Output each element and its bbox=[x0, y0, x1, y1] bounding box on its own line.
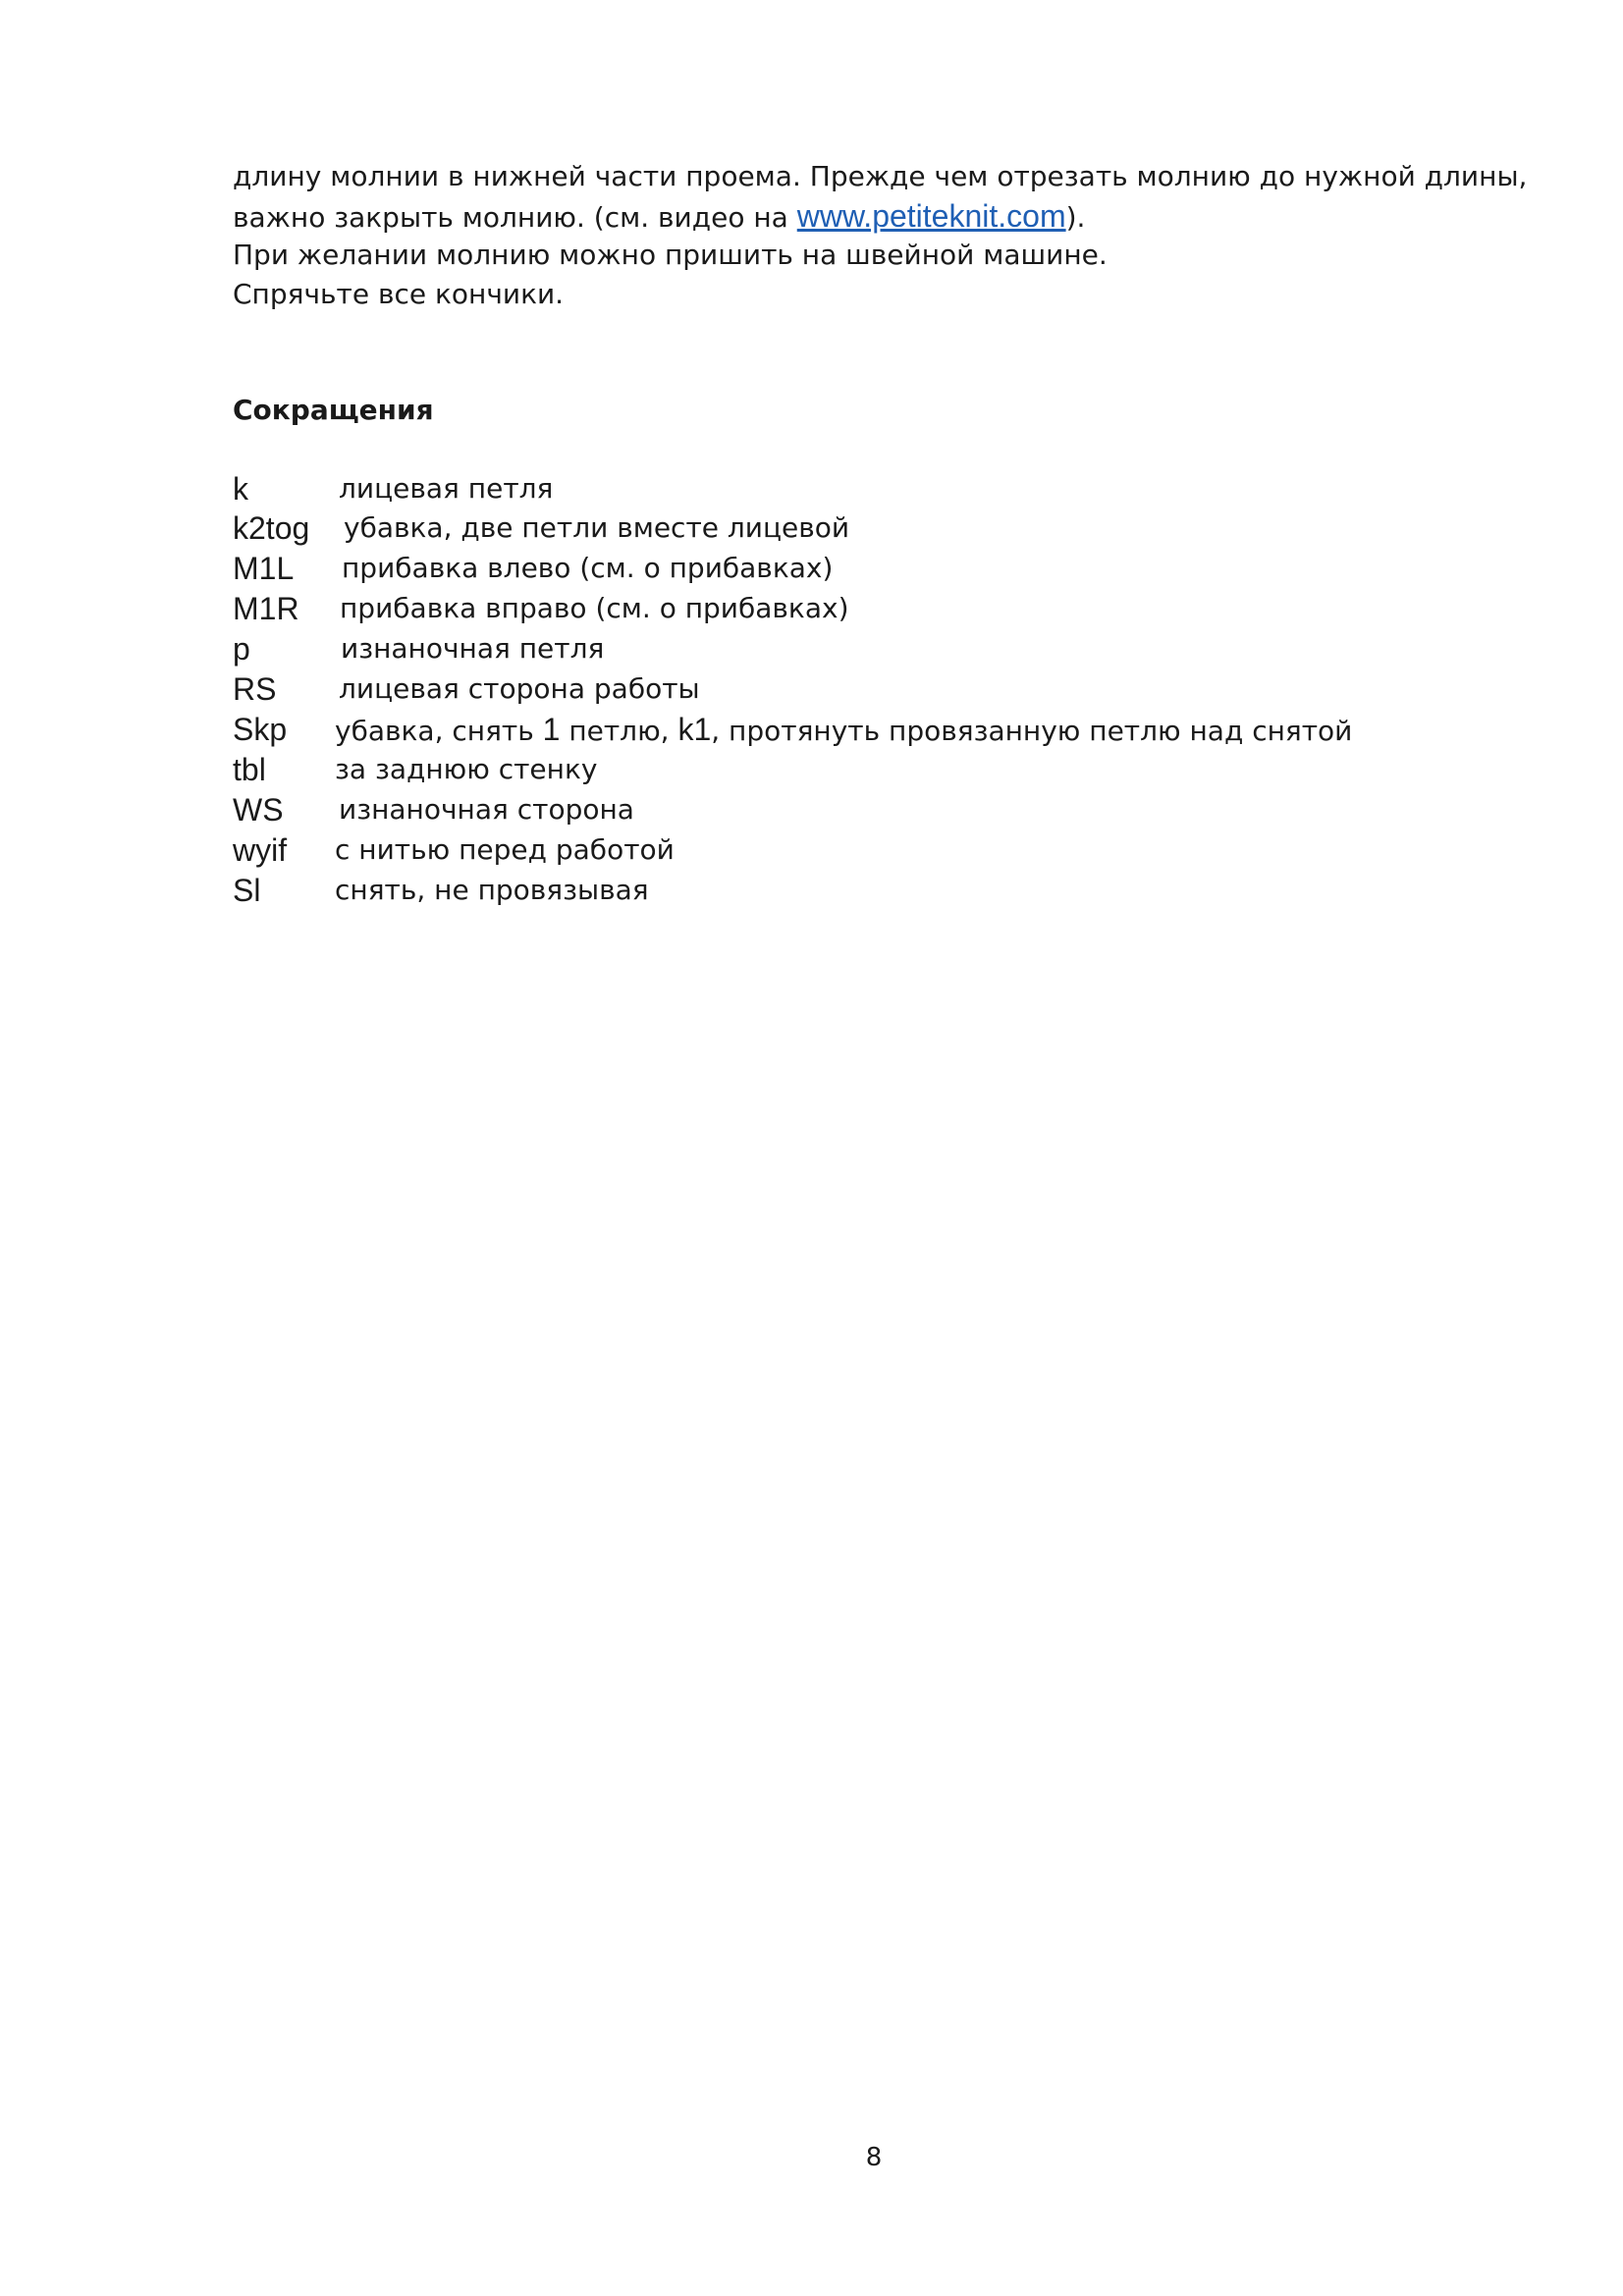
abbreviation-term: k2tog bbox=[233, 510, 310, 546]
abbreviation-definition: убавка, две петли вместе лицевой bbox=[344, 511, 850, 544]
abbreviation-term: RS bbox=[233, 671, 277, 707]
abbreviation-row bbox=[0, 669, 1473, 709]
abbreviation-definition: изнаночная сторона bbox=[339, 793, 634, 826]
abbreviation-definition: с нитью перед работой bbox=[335, 833, 675, 866]
abbreviation-row bbox=[0, 790, 1473, 829]
definition-part: петлю, bbox=[560, 715, 678, 747]
abbreviation-definition bbox=[335, 710, 1352, 751]
abbreviation-term: WS bbox=[233, 792, 284, 828]
body-line-4: Спрячьте все кончики. bbox=[233, 278, 565, 310]
abbreviation-row bbox=[0, 589, 1473, 628]
abbreviation-row bbox=[0, 830, 1473, 870]
abbreviation-term: Skp bbox=[233, 712, 288, 747]
abbreviation-definition: изнаночная петля bbox=[341, 632, 605, 665]
abbreviation-term: M1R bbox=[233, 591, 299, 626]
abbreviation-definition: прибавка влево (см. о прибавках) bbox=[342, 552, 834, 584]
abbreviation-row bbox=[0, 469, 1473, 508]
abbreviation-definition: снять, не провязывая bbox=[335, 874, 649, 906]
abbreviation-list bbox=[0, 0, 1623, 982]
abbreviation-term: p bbox=[233, 631, 250, 667]
abbreviation-row bbox=[0, 710, 1473, 749]
definition-part: 1 bbox=[542, 712, 561, 747]
section-title-abbreviations: Сокращения bbox=[233, 394, 434, 426]
abbreviation-row bbox=[0, 629, 1473, 668]
abbreviation-term: k bbox=[233, 471, 248, 507]
abbreviation-definition: прибавка вправо (см. о прибавках) bbox=[340, 592, 849, 624]
body-line-3: При желании молнию можно пришить на швейной машине. bbox=[233, 239, 1108, 271]
body-line-1: длину молнии в нижней части проема. Прежде чем отрезать молнию до нужной длины, bbox=[233, 160, 1528, 192]
abbreviation-definition: лицевая петля bbox=[339, 472, 554, 505]
abbreviation-row bbox=[0, 750, 1473, 789]
body-line-2-text: важно закрыть молнию. (см. видео на bbox=[233, 201, 797, 234]
abbreviation-term: Sl bbox=[233, 873, 261, 908]
abbreviation-term: M1L bbox=[233, 551, 295, 586]
abbreviation-definition: лицевая сторона работы bbox=[339, 672, 700, 705]
abbreviation-term: tbl bbox=[233, 752, 266, 787]
abbreviation-row bbox=[0, 871, 1473, 910]
abbreviation-row bbox=[0, 508, 1473, 548]
definition-part: k1 bbox=[677, 712, 712, 747]
abbreviation-row bbox=[0, 549, 1473, 588]
definition-part: убавка, снять bbox=[335, 715, 543, 747]
definition-part: , протянуть провязанную петлю над снятой bbox=[711, 715, 1353, 747]
abbreviation-term: wyif bbox=[233, 832, 288, 868]
body-line-2-end: ). bbox=[1065, 201, 1086, 234]
abbreviation-definition: за заднюю стенку bbox=[335, 753, 598, 785]
petiteknit-link[interactable]: www.petiteknit.com bbox=[796, 198, 1066, 234]
page-number: 8 bbox=[865, 2143, 883, 2172]
